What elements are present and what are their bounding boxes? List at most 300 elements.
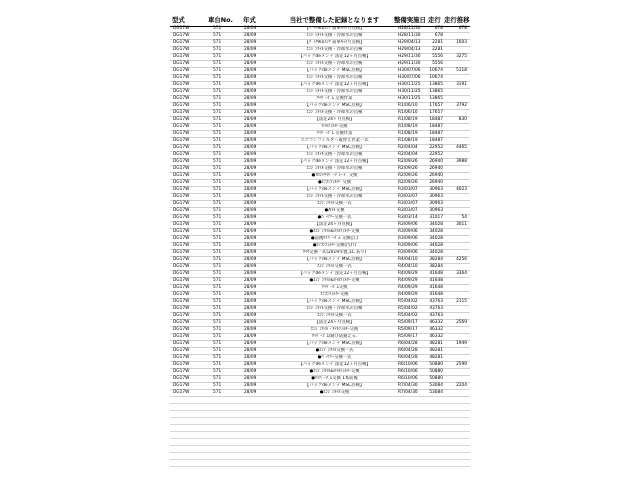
cell-mileage: 50880 [429, 362, 443, 367]
table-row [170, 334, 470, 341]
cell-mileage-diff: 3988 [456, 159, 467, 164]
cell-chassis-no: 571 [213, 383, 222, 388]
header-model: 型式 [172, 16, 185, 24]
table-row [170, 201, 470, 208]
cell-model: DG17W [173, 26, 190, 31]
cell-year: 28/09 [244, 208, 257, 213]
cell-record: ●ｴﾝｼﾞﾝｵｲﾙ交換一式 [315, 348, 354, 353]
table-row [170, 383, 470, 390]
cell-year: 28/09 [244, 117, 257, 122]
cell-record: ﾜｲﾊﾟｰｺﾞﾑ 交換作業 [316, 96, 353, 101]
table-row [170, 40, 470, 47]
cell-record: ｴﾝｼﾞﾝｵｲﾙ交換・冷却水の点検 [306, 89, 363, 94]
cell-date: H30/07/06 [398, 75, 421, 80]
cell-mileage: 17657 [429, 110, 443, 115]
cell-mileage: 48281 [429, 341, 443, 346]
empty-row [170, 439, 470, 446]
table-row [170, 306, 470, 313]
table-row [170, 117, 470, 124]
cell-mileage-diff: 3792 [456, 103, 467, 108]
table-row [170, 376, 470, 383]
cell-chassis-no: 571 [213, 313, 222, 318]
cell-record: 【パックdeメンテ 法定12ヶ月点検】 [298, 54, 371, 59]
cell-chassis-no: 571 [213, 82, 222, 87]
cell-year: 28/09 [244, 376, 257, 381]
cell-model: DG17W [173, 131, 190, 136]
cell-record: ｴﾝｼﾞﾝｵｲﾙ交換・冷却水の点検 [306, 75, 363, 80]
cell-date: R6/04/28 [398, 348, 418, 353]
table-row [170, 47, 470, 54]
cell-mileage: 46332 [429, 320, 443, 325]
cell-mileage-diff: 2599 [456, 362, 467, 367]
cell-mileage: 18487 [429, 138, 443, 143]
cell-year: 28/09 [244, 390, 257, 395]
cell-model: DG17W [173, 299, 190, 304]
cell-date: H29/11/30 [398, 61, 421, 66]
cell-date: R7/04/30 [398, 383, 418, 388]
cell-record: ｴﾝｼﾞﾝｵｲﾙ交換一式 [317, 264, 352, 269]
cell-chassis-no: 571 [213, 257, 222, 262]
cell-mileage: 18487 [429, 117, 443, 122]
cell-model: DG17W [173, 33, 190, 38]
cell-mileage: 18487 [429, 131, 443, 136]
cell-chassis-no: 571 [213, 348, 222, 353]
cell-model: DG17W [173, 124, 190, 129]
cell-date: R3/03/07 [398, 208, 418, 213]
cell-model: DG17W [173, 334, 190, 339]
cell-date: R1/08/19 [398, 131, 418, 136]
header-mileage: 走行 [428, 16, 441, 24]
cell-mileage: 50880 [429, 376, 443, 381]
cell-date: R1/06/10 [398, 103, 418, 108]
cell-mileage-diff: 678 [458, 26, 467, 31]
cell-year: 28/09 [244, 173, 257, 178]
cell-year: 28/09 [244, 152, 257, 157]
cell-chassis-no: 571 [213, 124, 222, 129]
cell-year: 28/09 [244, 222, 257, 227]
table-row [170, 96, 470, 103]
cell-year: 28/09 [244, 194, 257, 199]
cell-model: DG17W [173, 82, 190, 87]
cell-model: DG17W [173, 250, 190, 255]
cell-record: ●前後ﾜｲﾊﾟｰｺﾞﾑ 交換(江) [310, 236, 359, 241]
cell-mileage: 678 [434, 33, 443, 38]
cell-model: DG17W [173, 159, 190, 164]
cell-chassis-no: 571 [213, 131, 222, 136]
cell-year: 28/09 [244, 369, 257, 374]
table-row [170, 285, 470, 292]
cell-model: DG17W [173, 117, 190, 122]
cell-record: 【パックdeメンテ 法定12ヶ月点検】 [298, 271, 371, 276]
cell-mileage: 22952 [429, 145, 443, 150]
cell-chassis-no: 571 [213, 40, 222, 45]
cell-record: 【ﾊﾞｯｸ9ｍﾒﾝﾃ 前車ｷｯﾁ月点検】 [304, 40, 365, 45]
cell-chassis-no: 571 [213, 180, 222, 185]
cell-year: 28/09 [244, 103, 257, 108]
cell-model: DG17W [173, 138, 190, 143]
cell-mileage: 43763 [429, 306, 443, 311]
cell-date: H29/04/13 [398, 47, 421, 52]
table-row [170, 390, 470, 397]
cell-date: R2/04/04 [398, 152, 418, 157]
cell-date: R2/09/26 [398, 173, 418, 178]
table-row [170, 103, 470, 110]
cell-date: R3/03/07 [398, 187, 418, 192]
empty-row [170, 453, 470, 460]
cell-year: 28/09 [244, 362, 257, 367]
cell-year: 28/09 [244, 180, 257, 185]
cell-chassis-no: 571 [213, 355, 222, 360]
table-row [170, 166, 470, 173]
cell-chassis-no: 571 [213, 299, 222, 304]
table-row [170, 250, 470, 257]
cell-chassis-no: 571 [213, 33, 222, 38]
cell-date: H29/11/30 [398, 54, 421, 59]
table-row [170, 173, 470, 180]
cell-year: 28/09 [244, 26, 257, 31]
cell-record: ●ﾊﾞｯﾃﾘｰ交換一式 [317, 355, 352, 360]
cell-record: ●ATF交換 [324, 208, 345, 213]
cell-record: ●ｴｱｺﾝﾌｨﾙﾀｰ交換(汚れ) [312, 243, 357, 248]
cell-mileage: 46332 [429, 327, 443, 332]
cell-chassis-no: 571 [213, 229, 222, 234]
cell-date: R5/09/17 [398, 334, 418, 339]
cell-mileage: 53084 [429, 383, 443, 388]
cell-record: エアコンフィルター取替え作業一式 [300, 138, 369, 143]
cell-model: DG17W [173, 194, 190, 199]
empty-row [170, 418, 470, 425]
cell-record: 【ﾊﾞｯｸ9ｍﾒﾝﾃ 前車ｷｯﾁ月点検】 [304, 26, 365, 31]
cell-chassis-no: 571 [213, 236, 222, 241]
cell-year: 28/09 [244, 299, 257, 304]
cell-date: R6/10/06 [398, 369, 418, 374]
table-row [170, 348, 470, 355]
cell-chassis-no: 571 [213, 110, 222, 115]
table-row [170, 33, 470, 40]
cell-record: 【法定24ヶ月点検】 [314, 320, 355, 325]
header-record: 当社で整備した記録となります [289, 16, 380, 24]
empty-row [170, 467, 470, 468]
cell-year: 28/09 [244, 138, 257, 143]
cell-model: DG17W [173, 327, 190, 332]
cell-model: DG17W [173, 96, 190, 101]
cell-date: R5/04/02 [398, 299, 418, 304]
maintenance-record-sheet [170, 12, 470, 468]
cell-year: 28/09 [244, 89, 257, 94]
cell-record: 【パックdeメンテ 法定12ヶ月点検】 [298, 159, 371, 164]
cell-record: 【法定24ヶ月点検】 [314, 222, 355, 227]
cell-mileage: 41648 [429, 271, 443, 276]
cell-date: R6/04/28 [398, 341, 418, 346]
table-row [170, 215, 470, 222]
table-row [170, 159, 470, 166]
cell-mileage: 18487 [429, 124, 443, 129]
cell-year: 28/09 [244, 215, 257, 220]
cell-mileage: 30963 [429, 187, 443, 192]
cell-year: 28/09 [244, 159, 257, 164]
cell-chassis-no: 571 [213, 285, 222, 290]
cell-mileage-diff: 3275 [456, 54, 467, 59]
cell-chassis-no: 571 [213, 320, 222, 325]
table-row [170, 313, 470, 320]
cell-model: DG17W [173, 152, 190, 157]
cell-date: R3/09/06 [398, 229, 418, 234]
table-row [170, 208, 470, 215]
cell-year: 28/09 [244, 278, 257, 283]
table-row [170, 264, 470, 271]
cell-mileage: 46332 [429, 334, 443, 339]
cell-year: 28/09 [244, 236, 257, 241]
cell-date: R3/03/07 [398, 194, 418, 199]
cell-mileage: 17657 [429, 103, 443, 108]
cell-mileage: 34028 [429, 243, 443, 248]
cell-model: DG17W [173, 285, 190, 290]
cell-mileage-diff: 2115 [456, 299, 467, 304]
cell-date: R4/04/10 [398, 264, 418, 269]
cell-date: H28/11/30 [398, 33, 421, 38]
cell-model: DG17W [173, 215, 190, 220]
cell-mileage: 34028 [429, 229, 443, 234]
table-row [170, 341, 470, 348]
cell-model: DG17W [173, 47, 190, 52]
cell-record: 【法定24ヶ月点検】 [314, 117, 355, 122]
cell-year: 28/09 [244, 320, 257, 325]
cell-record: ﾀｲﾔ交換一式(2019年製,1C あり) [302, 250, 367, 255]
cell-date: R3/09/06 [398, 236, 418, 241]
cell-date: R3/09/06 [398, 243, 418, 248]
cell-date: R2/09/26 [398, 166, 418, 171]
cell-mileage: 2281 [432, 40, 443, 45]
cell-date: R1/08/19 [398, 138, 418, 143]
cell-chassis-no: 571 [213, 264, 222, 269]
table-row [170, 278, 470, 285]
table-row [170, 194, 470, 201]
cell-date: R2/09/26 [398, 180, 418, 185]
cell-date: H30/11/25 [398, 82, 421, 87]
cell-model: DG17W [173, 292, 190, 297]
cell-chassis-no: 571 [213, 208, 222, 213]
header-mileage-diff: 走行推移 [444, 16, 470, 24]
table-row [170, 131, 470, 138]
table-row [170, 369, 470, 376]
cell-mileage: 26940 [429, 166, 443, 171]
cell-year: 28/09 [244, 131, 257, 136]
empty-row [170, 411, 470, 418]
table-row [170, 75, 470, 82]
cell-chassis-no: 571 [213, 194, 222, 199]
cell-date: R6/10/06 [398, 376, 418, 381]
cell-chassis-no: 571 [213, 278, 222, 283]
table-row [170, 299, 470, 306]
cell-model: DG17W [173, 243, 190, 248]
cell-year: 28/09 [244, 229, 257, 234]
table-row [170, 124, 470, 131]
cell-year: 28/09 [244, 187, 257, 192]
cell-date: R4/09/29 [398, 292, 418, 297]
cell-chassis-no: 571 [213, 369, 222, 374]
cell-mileage: 43763 [429, 299, 443, 304]
cell-year: 28/09 [244, 47, 257, 52]
cell-model: DG17W [173, 208, 190, 213]
cell-record: ●ｴｱｺﾝﾌｨﾙﾀｰ 交換 [317, 180, 352, 185]
cell-chassis-no: 571 [213, 341, 222, 346]
cell-record: 【パックdeメンテ 法定12ヶ月点検】 [298, 362, 371, 367]
cell-mileage: 13865 [429, 82, 443, 87]
cell-chassis-no: 571 [213, 47, 222, 52]
cell-year: 28/09 [244, 327, 257, 332]
cell-record: 【パックdeメンテ 法定12ヶ月点検】 [298, 82, 371, 87]
cell-mileage: 43763 [429, 313, 443, 318]
cell-chassis-no: 571 [213, 152, 222, 157]
cell-model: DG17W [173, 348, 190, 353]
cell-model: DG17W [173, 257, 190, 262]
cell-mileage: 31017 [429, 215, 443, 220]
cell-date: R1/08/19 [398, 124, 418, 129]
cell-record: ﾜｲﾊﾟｰｺﾞﾑ/錆び防錆える. [311, 334, 358, 339]
cell-date: R3/09/06 [398, 250, 418, 255]
cell-mileage-diff: 4023 [456, 187, 467, 192]
table-row [170, 82, 470, 89]
cell-record: ｴﾝｼﾞﾝｵｲﾙ交換一式 [317, 201, 352, 206]
cell-chassis-no: 571 [213, 187, 222, 192]
cell-record: ●ｴﾝｼﾞﾝｵｲﾙ&ｵｲﾙﾌｨﾙﾀｰ交換 [309, 229, 360, 234]
cell-date: R4/09/29 [398, 271, 418, 276]
cell-mileage: 41648 [429, 285, 443, 290]
empty-row [170, 397, 470, 404]
cell-mileage-diff: 1603 [456, 40, 467, 45]
table-row [170, 320, 470, 327]
cell-date: R6/04/28 [398, 355, 418, 360]
cell-mileage-diff: 4465 [456, 145, 467, 150]
cell-date: H30/07/06 [398, 68, 421, 73]
cell-mileage-diff: 2569 [456, 320, 467, 325]
cell-model: DG17W [173, 306, 190, 311]
cell-date: R7/04/30 [398, 390, 418, 395]
cell-chassis-no: 571 [213, 376, 222, 381]
cell-date: R4/04/10 [398, 257, 418, 262]
cell-chassis-no: 571 [213, 54, 222, 59]
cell-record: ●ﾌﾛﾝﾄﾜｲﾊﾟｰﾌﾞﾚｰﾄﾞ 交換 [311, 173, 358, 178]
cell-chassis-no: 571 [213, 173, 222, 178]
cell-record: ●ｴﾝｼﾞﾝｵｲﾙ交換 [319, 390, 350, 395]
cell-record: ｴﾝｼﾞﾝｵｲﾙ交換・冷却水の点検 [306, 61, 363, 66]
cell-chassis-no: 571 [213, 362, 222, 367]
cell-mileage: 34028 [429, 250, 443, 255]
cell-record: ｴﾝｼﾞﾝｵｲﾙ交換・冷却水の点検 [306, 33, 363, 38]
cell-model: DG17W [173, 320, 190, 325]
cell-mileage: 13865 [429, 96, 443, 101]
cell-mileage-diff: 2204 [456, 383, 467, 388]
cell-record: ﾜｲﾊﾟｰｺﾞﾑ 交換作業 [316, 131, 353, 136]
cell-date: H30/11/25 [398, 96, 421, 101]
cell-date: R3/09/06 [398, 222, 418, 227]
cell-year: 28/09 [244, 110, 257, 115]
header-year: 年式 [243, 16, 256, 24]
cell-mileage: 38284 [429, 264, 443, 269]
cell-model: DG17W [173, 40, 190, 45]
cell-chassis-no: 571 [213, 103, 222, 108]
table-row [170, 110, 470, 117]
cell-record: 【パックdeメンテ MSC点検】 [304, 187, 365, 192]
cell-record: ﾜｲﾊﾟｰｺﾞﾑ交換 [321, 285, 348, 290]
cell-record: ｵｲﾙﾌｨﾙﾀｰ交換 [321, 124, 348, 129]
cell-year: 28/09 [244, 201, 257, 206]
cell-chassis-no: 571 [213, 327, 222, 332]
cell-record: 【パックdeメンテ MSC点検】 [304, 257, 365, 262]
cell-mileage: 48281 [429, 348, 443, 353]
cell-mileage-diff: 5118 [456, 68, 467, 73]
cell-mileage: 5556 [432, 54, 443, 59]
cell-date: R5/04/02 [398, 306, 418, 311]
cell-chassis-no: 571 [213, 250, 222, 255]
empty-row [170, 425, 470, 432]
cell-model: DG17W [173, 376, 190, 381]
cell-mileage-diff: 4256 [456, 257, 467, 262]
empty-row [170, 446, 470, 453]
cell-record: ●ｴﾝｼﾞﾝｵｲﾙ&ｵｲﾙﾌｨﾙﾀｰ交換 [309, 369, 360, 374]
table-row [170, 362, 470, 369]
table-row [170, 26, 470, 33]
cell-chassis-no: 571 [213, 390, 222, 395]
cell-model: DG17W [173, 222, 190, 227]
cell-model: DG17W [173, 271, 190, 276]
cell-record: ｴﾝｼﾞﾝｵｲﾙ交換・冷却水の点検 [306, 166, 363, 171]
cell-date: R5/09/17 [398, 320, 418, 325]
table-row [170, 292, 470, 299]
cell-record: ｴﾝｼﾞﾝｵｲﾙ交換・冷却水の点検 [306, 194, 363, 199]
header-date: 整備実施日 [394, 16, 426, 24]
cell-mileage: 2281 [432, 47, 443, 52]
table-row [170, 89, 470, 96]
table-header [170, 12, 470, 27]
table-row [170, 145, 470, 152]
cell-record: ｴﾝｼﾞﾝｵｲﾙ交換・冷却水の点検 [306, 47, 363, 52]
cell-record: ●ﾜｲﾊﾟｰｺﾞﾑ交換 1本前後 [311, 376, 358, 381]
cell-date: H30/11/25 [398, 89, 421, 94]
cell-chassis-no: 571 [213, 292, 222, 297]
cell-model: DG17W [173, 166, 190, 171]
cell-model: DG17W [173, 54, 190, 59]
cell-year: 28/09 [244, 40, 257, 45]
cell-date: R3/03/07 [398, 201, 418, 206]
cell-year: 28/09 [244, 82, 257, 87]
cell-chassis-no: 571 [213, 215, 222, 220]
cell-chassis-no: 571 [213, 334, 222, 339]
table-row [170, 257, 470, 264]
cell-model: DG17W [173, 313, 190, 318]
cell-mileage-diff: 830 [458, 117, 467, 122]
cell-model: DG17W [173, 110, 190, 115]
cell-record: 【パックdeメンテ MSC点検】 [304, 341, 365, 346]
cell-mileage: 30963 [429, 208, 443, 213]
cell-date: R5/09/17 [398, 327, 418, 332]
cell-year: 28/09 [244, 292, 257, 297]
cell-mileage: 26940 [429, 180, 443, 185]
cell-year: 28/09 [244, 96, 257, 101]
cell-mileage: 41648 [429, 278, 443, 283]
cell-record: 【パックdeメンテ MSC点検】 [304, 383, 365, 388]
cell-chassis-no: 571 [213, 138, 222, 143]
cell-date: R2/04/04 [398, 145, 418, 150]
cell-model: DG17W [173, 201, 190, 206]
cell-date: R5/04/02 [398, 313, 418, 318]
cell-model: DG17W [173, 68, 190, 73]
cell-mileage: 34028 [429, 222, 443, 227]
cell-model: DG17W [173, 369, 190, 374]
cell-date: R4/09/29 [398, 285, 418, 290]
cell-date: H29/04/13 [398, 40, 421, 45]
cell-model: DG17W [173, 278, 190, 283]
